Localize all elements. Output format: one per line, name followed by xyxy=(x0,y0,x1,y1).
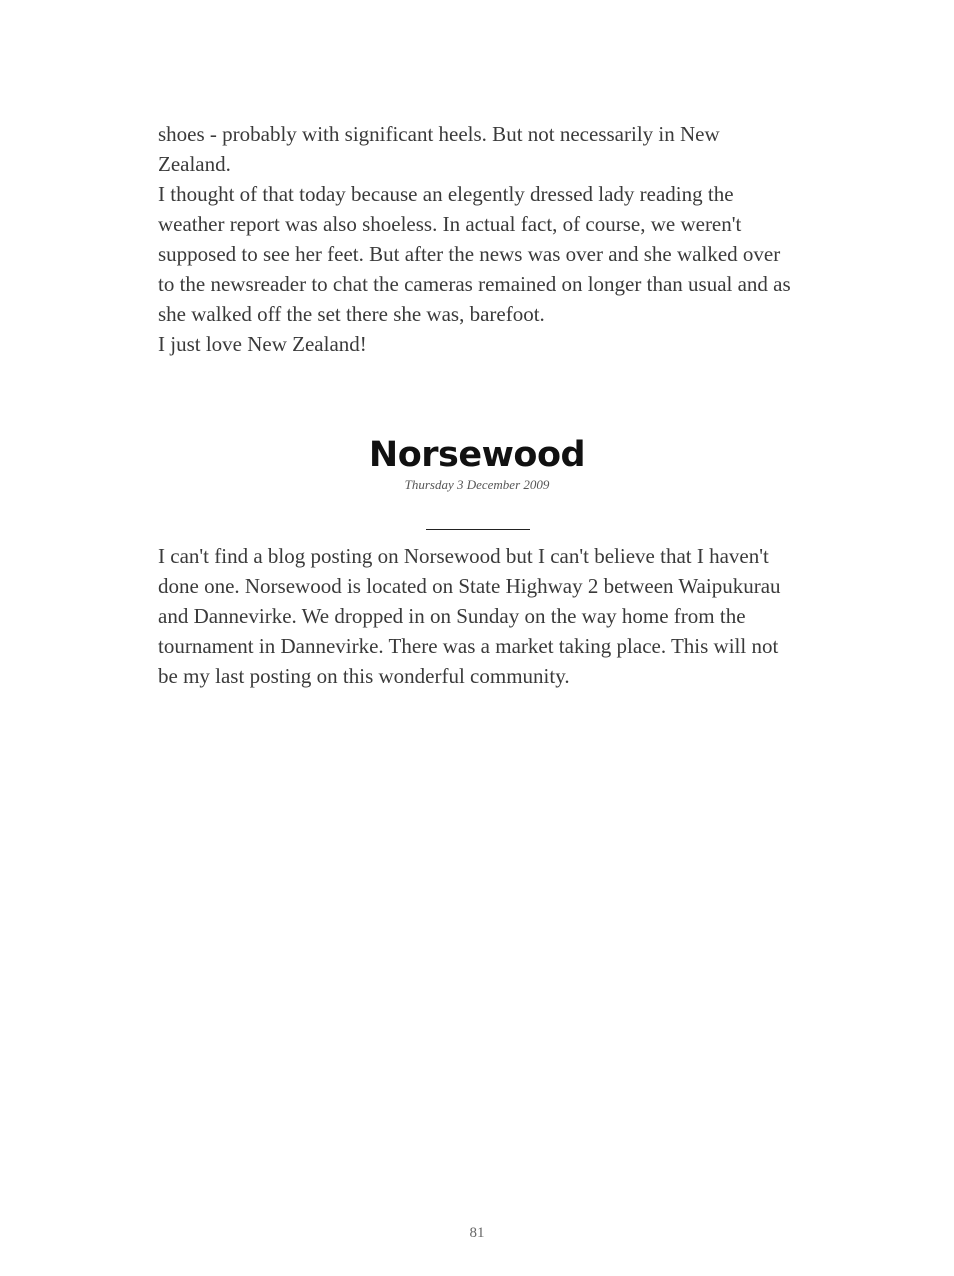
title-divider xyxy=(426,529,530,530)
paragraph: I just love New Zealand! xyxy=(158,332,367,356)
paragraph: I can't find a blog posting on Norsewood but I can't believe that I haven't done one. Norsewood is located on State Highway 2 between Waipukurau and Dannevirke. We dropped in on Sunday on the way home from the tournament in Dannevirke. There was a market taking place. This will not be my last posting on this wonderful community. xyxy=(158,544,781,688)
paragraph: I thought of that today because an elegently dressed lady reading the weather report was also shoeless. In actual fact, of course, we weren't supposed to see her feet. But after the news was over and she walked over to the newsreader to chat the cameras remained on longer than usual and as she walked off the set there she was, barefoot. xyxy=(158,182,791,326)
post-title: Norsewood xyxy=(368,435,586,475)
post-body xyxy=(158,541,802,691)
page-number: 81 xyxy=(469,1225,485,1241)
previous-post-body xyxy=(158,119,796,359)
paragraph: shoes - probably with significant heels. But not necessarily in New Zealand. xyxy=(158,122,720,176)
post-date: Thursday 3 December 2009 xyxy=(404,477,550,492)
